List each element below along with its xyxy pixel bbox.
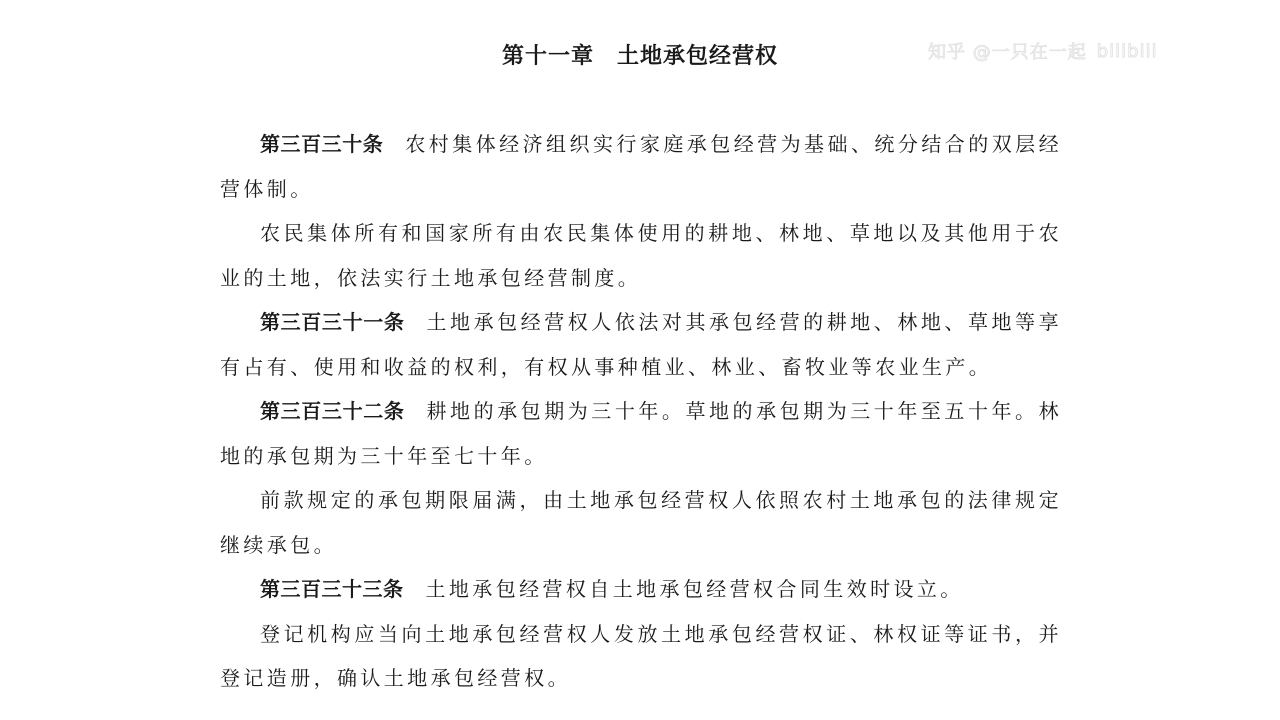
chapter-title: 第十一章 土地承包经营权	[501, 44, 778, 69]
paragraph-text: 农村集体经济组织实行家庭承包经营为基础、统分结合的双层经营体制。	[220, 132, 1062, 201]
watermark	[928, 34, 1258, 68]
paragraph	[220, 389, 1062, 478]
paragraph	[220, 567, 1062, 612]
paragraph	[220, 612, 1062, 701]
article-number: 第三百三十二条	[260, 399, 405, 423]
paragraph-text: 前款规定的承包期限届满，由土地承包经营权人依照农村土地承包的法律规定继续承包。	[220, 488, 1062, 557]
paragraph-text: 土地承包经营权人依法对其承包经营的耕地、林地、草地等享有占有、使用和收益的权利，有权从事种植业、林业、畜牧业等农业生产。	[220, 310, 1062, 379]
paragraph-text: 土地承包经营权自土地承包经营权合同生效时设立。	[425, 577, 964, 601]
watermark-text: 知乎 @一只在一起	[928, 42, 1087, 63]
paragraph-text: 耕地的承包期为三十年。草地的承包期为三十年至五十年。林地的承包期为三十年至七十年。	[220, 399, 1062, 468]
paragraph-text: 登记机构应当向土地承包经营权人发放土地承包经营权证、林权证等证书，并登记造册，确认土地承包经营权。	[220, 621, 1062, 690]
paragraph	[220, 211, 1062, 300]
paragraph	[220, 478, 1062, 567]
article-number: 第三百三十条	[260, 132, 384, 156]
paragraph	[220, 122, 1062, 211]
law-text-body	[220, 122, 1062, 701]
paragraph	[220, 300, 1062, 389]
article-number: 第三百三十三条	[260, 577, 404, 601]
bilibili-logo-icon: bilibili	[1096, 40, 1158, 62]
paragraph-text: 农民集体所有和国家所有由农民集体使用的耕地、林地、草地以及其他用于农业的土地，依法实行土地承包经营制度。	[220, 221, 1062, 290]
article-number: 第三百三十一条	[260, 310, 405, 334]
